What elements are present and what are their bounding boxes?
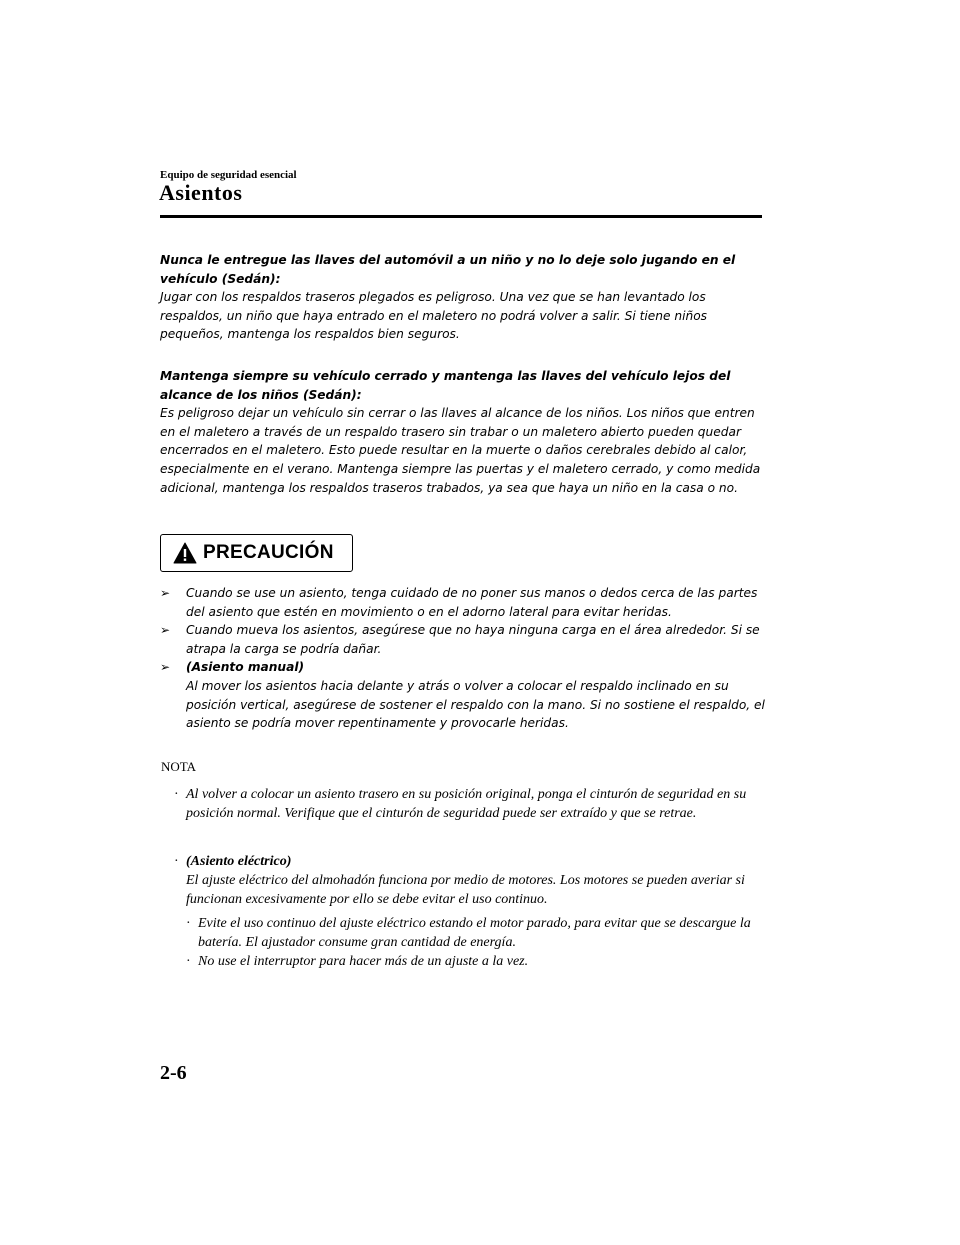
warning-text: Es peligroso dejar un vehículo sin cerrar o las llaves al alcance de los niños. Los niños que entren en el maletero a través de un respaldo trasero sin trabar o un maletero abierto pueden quedar encerrados en el maletero. Esto puede resultar en la muerte o daños cerebrales debido al calor, especialmente en el verano. Mantenga siempre las puertas y el maletero cerrado, y como medida adicional, mantenga los respaldos traseros trabados, ya sea que haya un niño en la casa o no. — [160, 406, 761, 495]
caution-item — [160, 621, 765, 658]
warning-paragraph-locked — [160, 367, 765, 497]
warning-text: Jugar con los respaldos traseros plegados es peligroso. Una vez que se han levantado los respaldos, un niño que haya entrado en el maletero no podrá volver a salir. Si tiene niños pequeños, mantenga los respaldos bien seguros. — [160, 290, 708, 342]
caution-list — [160, 584, 765, 733]
note-item-subheading: (Asiento eléctrico) — [186, 854, 292, 869]
caution-item — [160, 584, 765, 621]
warning-triangle-icon — [173, 542, 197, 564]
note-subitem-text: Evite el uso continuo del ajuste eléctrico estando el motor parado, para evitar que se descargue la batería. El ajustador consume gran cantidad de energía. — [198, 916, 751, 950]
bullet-dot-icon: · — [186, 916, 191, 931]
bullet-dot-icon: · — [186, 954, 191, 969]
page-number: 2-6 — [160, 1062, 187, 1084]
note-item-body — [186, 852, 764, 909]
note-item — [174, 785, 764, 823]
section-label: Equipo de seguridad esencial — [160, 169, 297, 181]
caution-item-text: Al mover los asientos hacia delante y atrás o volver a colocar el respaldo inclinado en su posición vertical, asegúrese de sostener el respaldo con la mano. Si no sostiene el respaldo, el asiento se podría mover repentinamente y provocarle heridas. — [186, 678, 765, 731]
caution-item-text: Cuando mueva los asientos, asegúrese que no haya ninguna carga en el área alrededor. Si se atrapa la carga se podría dañar. — [186, 623, 760, 656]
note-subitem-text: No use el interruptor para hacer más de un ajuste a la vez. — [198, 954, 529, 969]
caution-item-text: Cuando se use un asiento, tenga cuidado de no poner sus manos o dedos cerca de las partes del asiento que estén en movimiento o en el adorno lateral para evitar heridas. — [186, 586, 758, 619]
title-divider — [160, 215, 762, 218]
caution-banner — [160, 534, 353, 572]
arrow-bullet-icon: ➢ — [160, 623, 171, 638]
arrow-bullet-icon: ➢ — [160, 660, 171, 675]
caution-label: PRECAUCIÓN — [203, 542, 334, 563]
note-item-row — [174, 852, 764, 909]
note-subitem-row — [186, 952, 764, 971]
warning-heading: Mantenga siempre su vehículo cerrado y mantenga las llaves del vehículo lejos del alcance de los niños (Sedán): — [160, 369, 731, 402]
arrow-bullet-icon: ➢ — [160, 586, 171, 600]
note-label: NOTA — [161, 759, 197, 774]
note-item — [174, 852, 764, 909]
note-subitem — [186, 914, 764, 971]
note-item-text: Al volver a colocar un asiento trasero en su posición original, ponga el cinturón de seguridad en su posición normal. Verifique que el cinturón de seguridad puede ser extraído y que se retrae. — [186, 787, 747, 821]
caution-item — [160, 658, 765, 732]
note-item-row — [174, 785, 764, 823]
bullet-dot-icon: · — [174, 854, 179, 869]
bullet-dot-icon: · — [174, 787, 179, 802]
warning-heading: Nunca le entregue las llaves del automóvil a un niño y no lo deje solo jugando en el vehículo (Sedán): — [160, 253, 736, 286]
warning-paragraph-keys — [160, 251, 765, 344]
note-item-text: El ajuste eléctrico del almohadón funciona por medio de motores. Los motores se pueden averiar si funcionan excesivamente por ello se debe evitar el uso continuo. — [186, 873, 745, 907]
page-title: Asientos — [159, 180, 243, 205]
caution-item-body — [186, 658, 765, 732]
note-subitem-row — [186, 914, 764, 952]
caution-item-subheading: (Asiento manual) — [186, 660, 305, 675]
